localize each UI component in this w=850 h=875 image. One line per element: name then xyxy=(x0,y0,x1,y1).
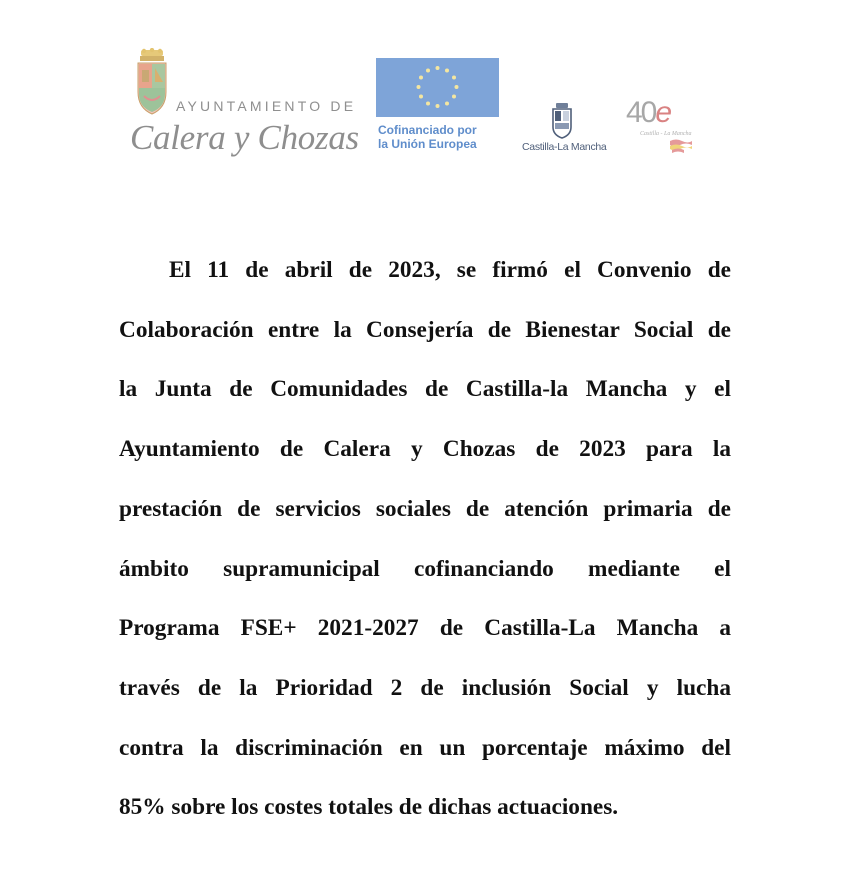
forty-years-logo xyxy=(624,98,708,158)
paragraph-line: la Junta de Comunidades de Castilla-la Mancha y el xyxy=(119,376,731,403)
flag-ribbon-icon xyxy=(668,138,694,154)
eu-cofunding-line1: Cofinanciado por xyxy=(378,123,477,137)
castilla-la-mancha-logo xyxy=(520,103,606,158)
forty-number: 40 xyxy=(626,96,656,129)
municipality-name: Calera y Chozas xyxy=(130,118,359,157)
paragraph-line: El 11 de abril de 2023, se firmó el Convenio de xyxy=(169,257,731,283)
paragraph-line: través de la Prioridad 2 de inclusión Social y lucha xyxy=(119,674,731,701)
eu-flag-icon xyxy=(376,58,499,117)
castilla-la-mancha-label: Castilla-La Mancha xyxy=(522,141,607,153)
paragraph-line: Colaboración entre la Consejería de Bienestar Social de xyxy=(119,316,731,343)
castilla-la-mancha-emblem-icon xyxy=(551,103,573,139)
paragraph-line: 85% sobre los costes totales de dichas actuaciones. xyxy=(119,794,619,821)
ayuntamiento-label: AYUNTAMIENTO DE xyxy=(176,98,357,114)
eu-cofunding-line2: la Unión Europea xyxy=(378,137,477,151)
paragraph-line: Ayuntamiento de Calera y Chozas de 2023 para la xyxy=(119,436,731,463)
paragraph-line: ámbito supramunicipal cofinanciando mediante el xyxy=(119,555,731,582)
paragraph-line: prestación de servicios sociales de atención primaria de xyxy=(119,495,731,522)
paragraph-line: contra la discriminación en un porcentaje máximo del xyxy=(119,734,731,761)
ayuntamiento-logo xyxy=(128,48,358,168)
paragraph-line: Programa FSE+ 2021-2027 de Castilla-La Mancha a xyxy=(119,615,731,642)
forty-accent-letter: e xyxy=(655,96,671,129)
forty-years-mark xyxy=(626,96,670,130)
eu-cofunding-logo xyxy=(376,58,500,158)
convenio-paragraph xyxy=(119,241,731,838)
municipal-coat-of-arms-icon xyxy=(132,48,172,118)
logo-header xyxy=(0,0,850,180)
forty-years-subtitle: Castilla - La Mancha xyxy=(640,131,692,137)
